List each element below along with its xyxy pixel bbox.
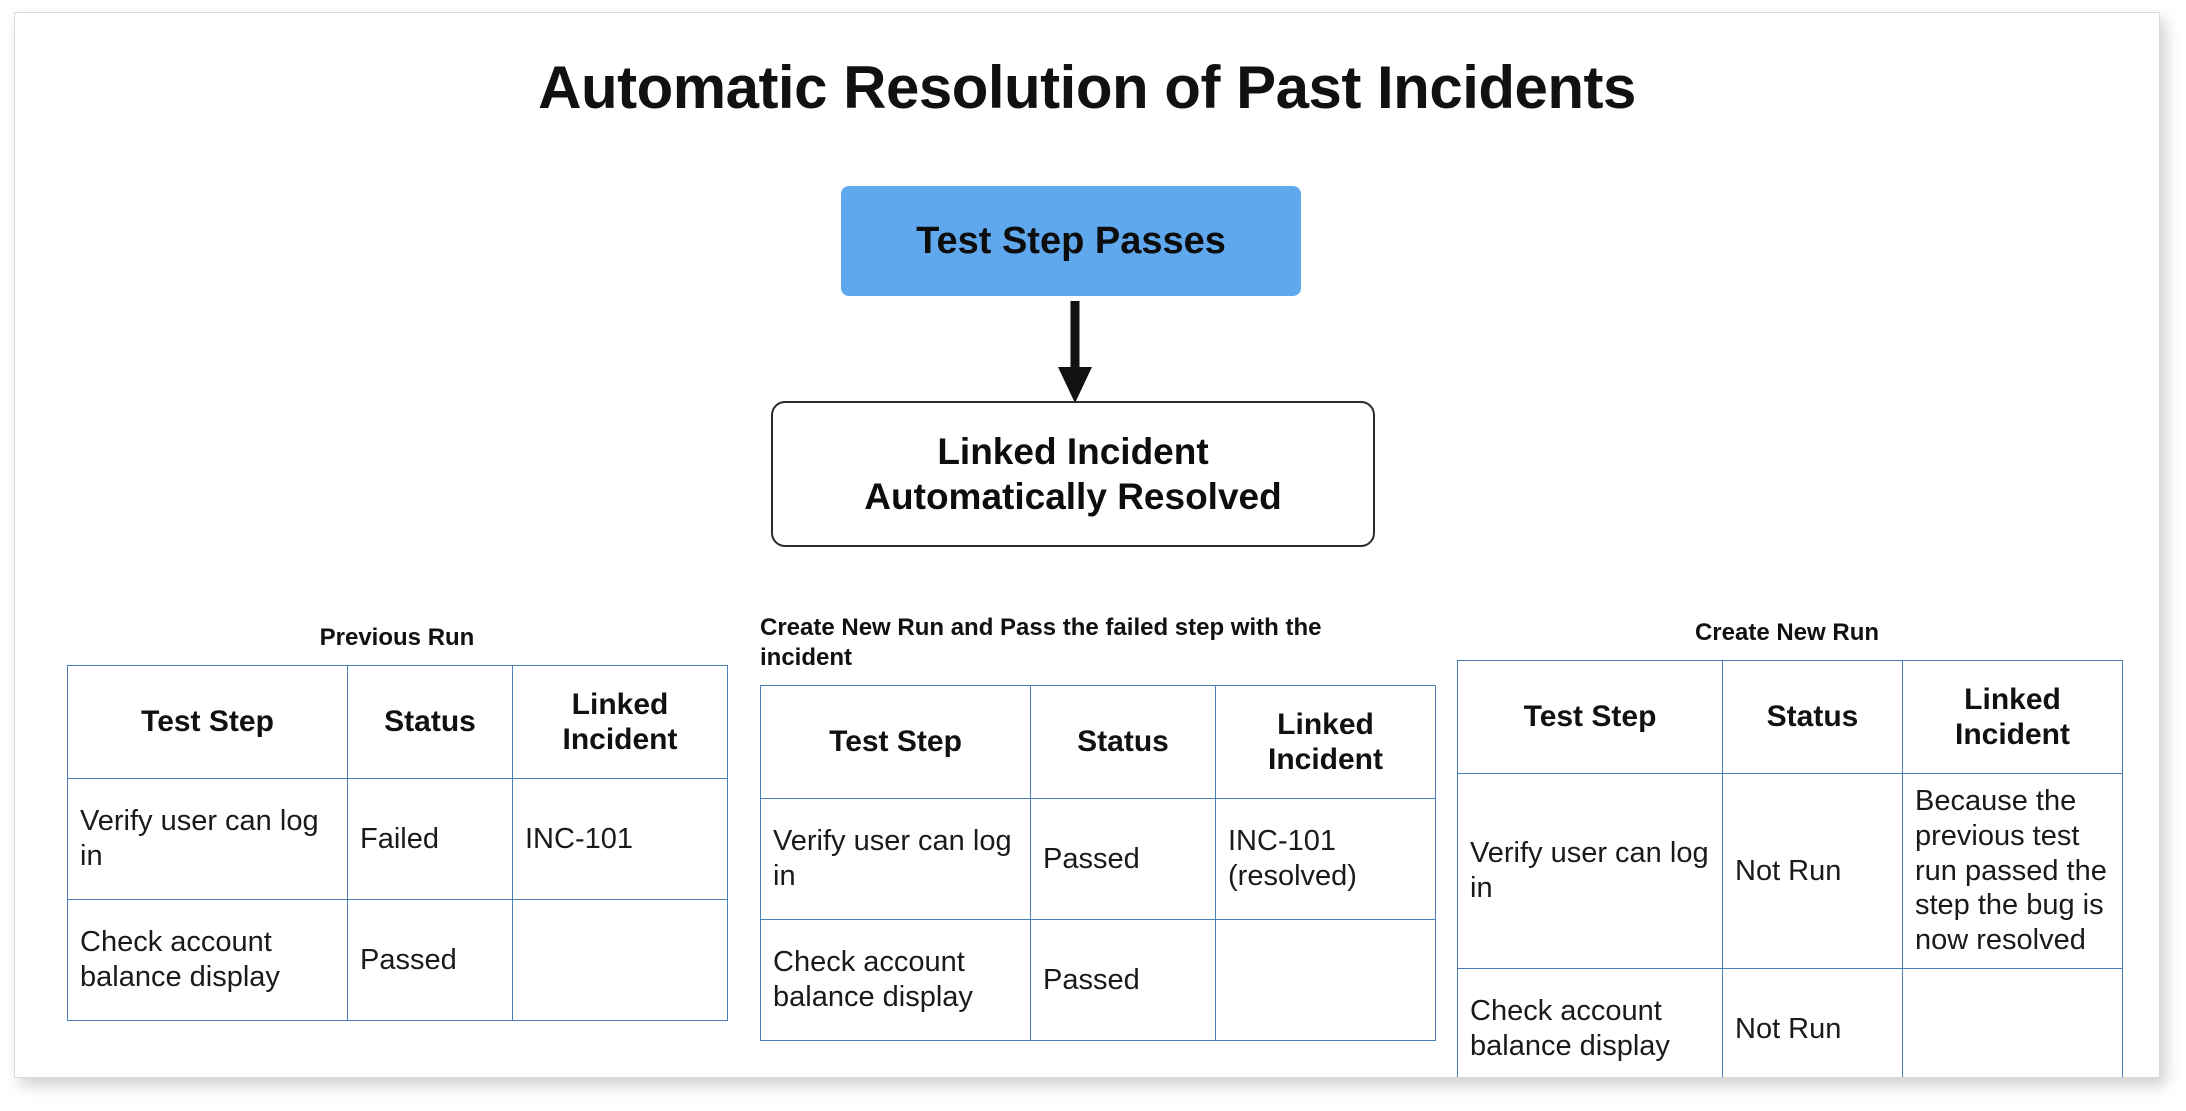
- cell-status: Not Run: [1723, 774, 1903, 969]
- cell-status: Passed: [1031, 799, 1216, 920]
- table-row: [761, 920, 1436, 1041]
- results-table: [1457, 660, 2123, 1078]
- table-row: [761, 799, 1436, 920]
- cell-status: Failed: [348, 779, 513, 900]
- table-row: [68, 900, 728, 1021]
- flow-node-test-step-passes: [841, 186, 1301, 296]
- cell-status: Not Run: [1723, 968, 1903, 1078]
- cell-linked-incident: [513, 900, 728, 1021]
- table-caption: Previous Run: [319, 624, 475, 651]
- results-table: [67, 665, 728, 1021]
- cell-linked-incident: [1216, 920, 1436, 1041]
- table-header-row: [761, 686, 1436, 799]
- table-block-previous-run: [67, 623, 728, 1021]
- column-header-linked-incident: Linked Incident: [1216, 686, 1436, 799]
- cell-test-step: Check account balance display: [761, 920, 1031, 1041]
- cell-test-step: Check account balance display: [68, 900, 348, 1021]
- table-row: [1458, 968, 2123, 1078]
- cell-linked-incident: INC-101: [513, 779, 728, 900]
- cell-linked-incident: INC-101 (resolved): [1216, 799, 1436, 920]
- table-row: [68, 779, 728, 900]
- cell-test-step: Check account balance display: [1458, 968, 1723, 1078]
- column-header-status: Status: [1723, 661, 1903, 774]
- page-title: Automatic Resolution of Past Incidents: [538, 54, 1636, 121]
- cell-linked-incident-note: Because the previous test run passed the step the bug is now resolved: [1903, 774, 2123, 969]
- cell-test-step: Verify user can log in: [68, 779, 348, 900]
- down-arrow-icon: [1055, 301, 1095, 405]
- cell-test-step: Verify user can log in: [761, 799, 1031, 920]
- column-header-linked-incident: Linked Incident: [513, 666, 728, 779]
- cell-status: Passed: [1031, 920, 1216, 1041]
- table-header-row: [68, 666, 728, 779]
- cell-linked-incident: [1903, 968, 2123, 1078]
- table-row: [1458, 774, 2123, 969]
- flow-node-label-line1: Linked Incident: [937, 430, 1209, 472]
- column-header-test-step: Test Step: [68, 666, 348, 779]
- cell-test-step: Verify user can log in: [1458, 774, 1723, 969]
- cell-status: Passed: [348, 900, 513, 1021]
- flow-node-label-line2: Automatically Resolved: [864, 476, 1282, 517]
- flow-node-label: Test Step Passes: [916, 219, 1226, 262]
- table-block-create-new-run: [1457, 618, 2123, 1078]
- column-header-test-step: Test Step: [761, 686, 1031, 799]
- column-header-linked-incident: Linked Incident: [1903, 661, 2123, 774]
- flow-node-linked-incident-resolved: [771, 401, 1375, 547]
- slide-frame: [14, 12, 2160, 1078]
- table-caption: Create New Run: [1694, 619, 1880, 646]
- table-block-new-run-passed: [760, 613, 1436, 1041]
- column-header-test-step: Test Step: [1458, 661, 1723, 774]
- column-header-status: Status: [1031, 686, 1216, 799]
- results-table: [760, 685, 1436, 1041]
- table-header-row: [1458, 661, 2123, 774]
- table-caption: Create New Run and Pass the failed step with the incident: [760, 614, 1322, 671]
- column-header-status: Status: [348, 666, 513, 779]
